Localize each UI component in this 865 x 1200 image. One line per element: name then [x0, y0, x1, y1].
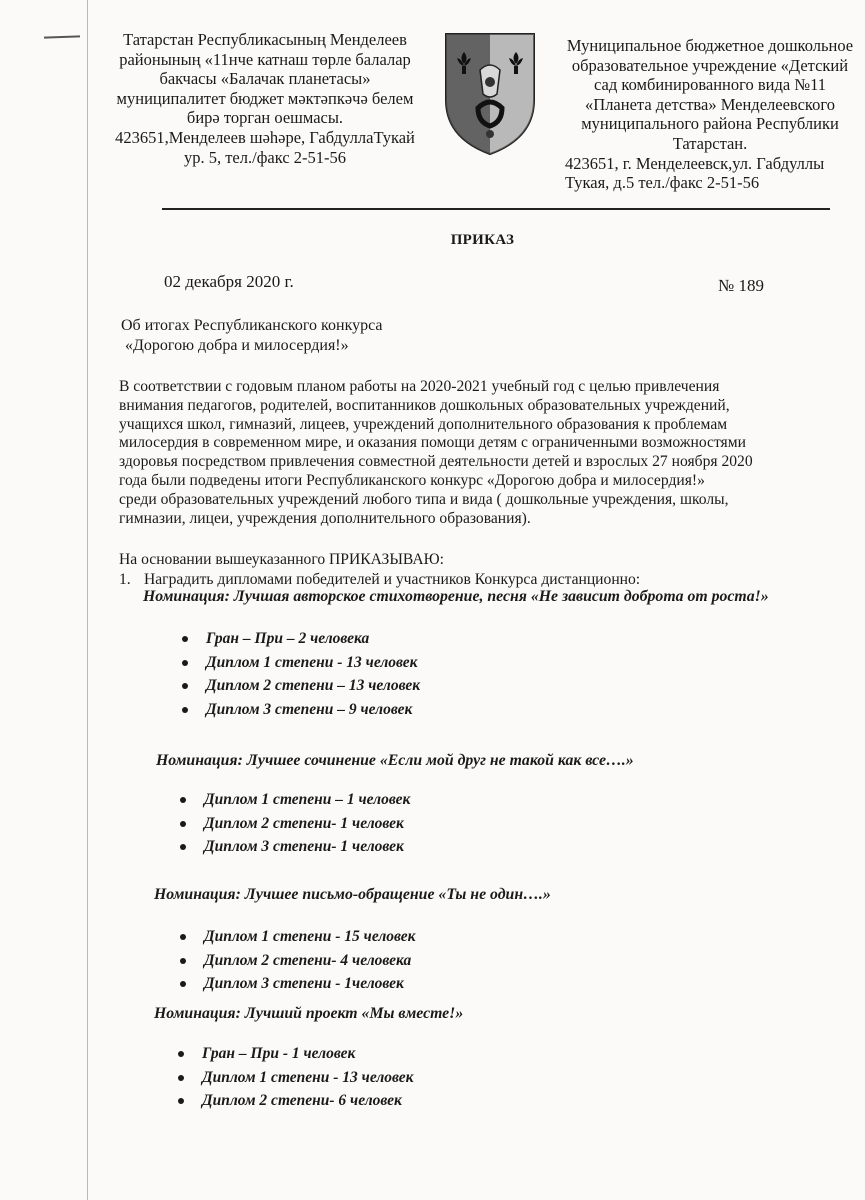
header-left-line: бирә торган оешмасы. [186, 108, 344, 128]
order-date: 02 декабря 2020 г. [164, 272, 294, 291]
header-left-line: муниципалитет бюджет мәктәпкәчә белем [116, 88, 414, 108]
award-item: Гран – При – 2 человека [182, 627, 420, 651]
award-item: Диплом 1 степени - 15 человек [180, 925, 416, 949]
nomination-3-awards [180, 925, 416, 996]
nomination-2-title: Номинация: Лучшее сочинение «Если мой друг не такой как все….» [156, 752, 634, 769]
preamble-line: внимания педагогов, родителей, воспитанников дошкольных образовательных учреждений, [119, 396, 730, 414]
item-number: 1. [119, 571, 131, 588]
header-right-line: Муниципальное бюджетное дошкольное [566, 36, 854, 55]
subject-line: «Дорогою добра и милосердия!» [125, 337, 349, 354]
order-preamble [119, 378, 829, 528]
award-item: Диплом 3 степени - 1человек [180, 972, 416, 996]
header-right-line: «Планета детства» Менделеевского [585, 94, 835, 114]
bullet-icon [180, 844, 186, 850]
scan-margin-line [87, 0, 88, 1200]
bullet-icon [182, 707, 188, 713]
award-item: Диплом 2 степени- 4 человека [180, 949, 416, 973]
preamble-line: В соответствии с годовым планом работы на 2020-2021 учебный год с целью привлечения [119, 378, 720, 395]
preamble-line: учащихся школ, гимназий, лицеев, учреждений дополнительного образования к проблемам [119, 415, 728, 433]
header-right-address: 423651, г. Менделеевск,ул. Габдуллы [565, 153, 825, 173]
header-left-address: 423651,Менделеев шәһәре, ГабдуллаТукай [115, 127, 415, 147]
bullet-icon [178, 1051, 184, 1057]
award-item: Гран – При - 1 человек [178, 1042, 414, 1066]
header-left-line: районының «11нче катнаш төрле балалар [119, 49, 411, 69]
order-number: № 189 [718, 276, 764, 295]
nomination-4-awards [178, 1042, 414, 1113]
nomination-1-title: Номинация: Лучшая авторское стихотворение, песня «Не зависит доброта от роста!» [143, 588, 769, 605]
award-item: Диплом 2 степени – 13 человек [182, 674, 420, 698]
header-left-line: Татарстан Республикасының Менделеев [123, 30, 407, 49]
bullet-icon [178, 1075, 184, 1081]
award-item: Диплом 2 степени- 6 человек [178, 1089, 414, 1113]
header-right-line: образовательное учреждение «Детский [571, 55, 849, 75]
header-right-russian [555, 36, 865, 193]
scan-binder-mark [44, 35, 80, 38]
award-item: Диплом 3 степени- 1 человек [180, 835, 410, 859]
document-title: ПРИКАЗ [450, 232, 515, 248]
municipal-coat-of-arms-icon [440, 30, 540, 158]
item-text: Наградить дипломами победителей и участников Конкурса дистанционно: [144, 571, 641, 588]
subject-line: Об итогах Республиканского конкурса [121, 317, 383, 334]
bullet-icon [182, 636, 188, 642]
nomination-2-awards [180, 788, 410, 859]
header-left-line: бакчасы «Балачак планетасы» [159, 69, 371, 89]
bullet-icon [180, 821, 186, 827]
award-item: Диплом 3 степени – 9 человек [182, 698, 420, 722]
header-right-line: муниципального района Республики [581, 114, 839, 134]
order-basis: На основании вышеуказанного ПРИКАЗЫВАЮ: [119, 551, 444, 568]
award-item: Диплом 1 степени - 13 человек [178, 1066, 414, 1090]
header-right-address: Тукая, д.5 тел./факс 2-51-56 [565, 173, 760, 193]
award-item: Диплом 1 степени - 13 человек [182, 651, 420, 675]
bullet-icon [182, 683, 188, 689]
header-divider [162, 208, 830, 210]
bullet-icon [180, 797, 186, 803]
preamble-line: среди образовательных учреждений любого типа и вида ( дошкольные учреждения, школы, [119, 490, 729, 508]
bullet-icon [178, 1098, 184, 1104]
award-item: Диплом 2 степени- 1 человек [180, 812, 410, 836]
order-subject [121, 316, 383, 356]
preamble-line: милосердия в современном мире, и оказания помощи детям с ограниченными возможностями [119, 434, 746, 452]
preamble-line: гимназии, лицеи, учреждения дополнительного образования). [119, 509, 531, 527]
preamble-line: здоровья посредством привлечения совместной деятельности детей и взрослых 27 ноября 2020 [119, 453, 753, 471]
nomination-4-title: Номинация: Лучший проект «Мы вместе!» [154, 1005, 464, 1022]
bullet-icon [180, 934, 186, 940]
header-right-line: сад комбинированного вида №11 [594, 75, 826, 95]
header-left-address: ур. 5, тел./факс 2-51-56 [183, 147, 347, 167]
header-left-tatar [100, 30, 430, 167]
award-item: Диплом 1 степени – 1 человек [180, 788, 410, 812]
nomination-1-awards [182, 627, 420, 721]
bullet-icon [182, 660, 188, 666]
bullet-icon [180, 981, 186, 987]
preamble-line: года были подведены итоги Республиканского конкурс «Дорогою добра и милосердия!» [119, 471, 705, 489]
nomination-3-title: Номинация: Лучшее письмо-обращение «Ты не один….» [154, 886, 551, 903]
bullet-icon [180, 958, 186, 964]
header-right-line: Татарстан. [672, 133, 748, 153]
